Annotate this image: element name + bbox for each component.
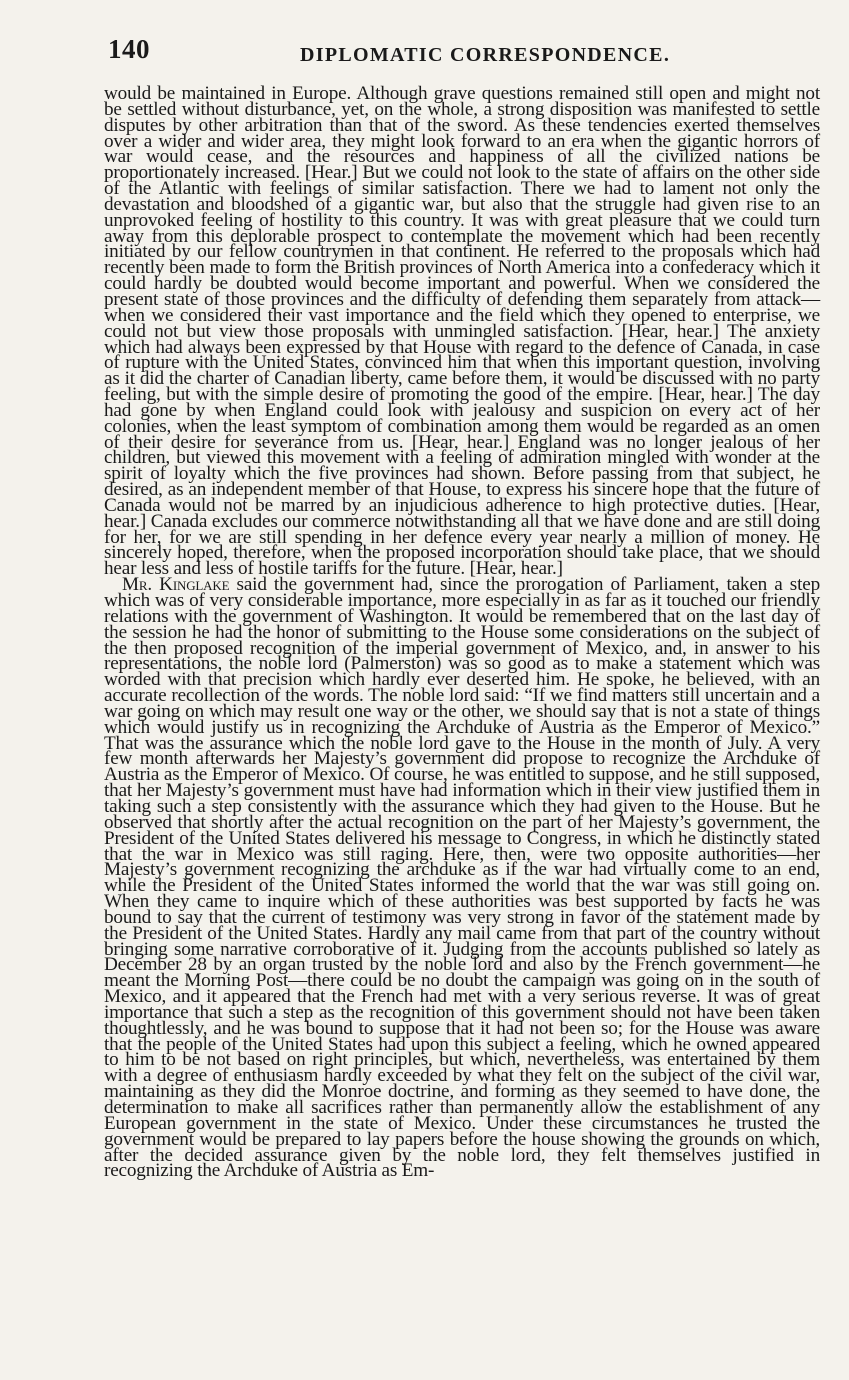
page-number: 140	[108, 34, 150, 64]
paragraph-kinglake	[104, 574, 820, 1182]
body-text	[104, 83, 820, 1182]
paragraph-kinglake-text: said the government had, since the prorogation of Parliament, taken a step which was of very considerable importance, more especially in as far as it touched our friendly relations with the government of Washington. It would be remembered that on the last day of the session he had the honor of submitting to the House some considerations on the subject of the then proposed recognition of the imperial government of Mexico, and, in answer to his representations, the noble lord (Palmerston) was so good as to make a statement which was worded with that precision which hardly ever deserted him. He spoke, he believed, with an accurate recollection of the words. The noble lord said: “If we find matters still uncertain and a war going on which may result one way or the other, we should say that is not a state of things which would justify us in recognizing the Archduke of Austria as the Emperor of Mexico.” That was the assurance which the noble lord gave to the House in the month of July. A very few month afterwards her Majesty’s government did propose to recognize the Archduke of Austria as the Emperor of Mexico. Of course, he was entitled to suppose, and he still supposed, that her Majesty’s government must have had information which in their view justified them in taking such a step consistently with the assurance which they had given to the House. But he observed that shortly after the actual recognition on the part of her Majesty’s government, the President of the United States delivered his message to Congress, in which he distinctly stated that the war in Mexico was still raging. Here, then, were two opposite authorities—her Majesty’s government recognizing the archduke as if the war had virtually come to an end, while the President of the United States informed the world that the war was still going on. When they came to inquire which of these authorities was best supported by facts he was bound to say that the current of testimony was very strong in favor of the statement made by the President of the United States. Hardly any mail came from that part of the country without bringing some narrative corroborative of it. Judging from the accounts published so lately as December 28 by an organ trusted by the noble lord and also by the French government—he meant the Morning Post—there could be no doubt the campaign was going on in the south of Mexico, and it appeared that the French had met with a very serious reverse. It was of great importance that such a step as the recognition of this government should not have been taken thoughtlessly, and he was bound to suppose that it had not been so; for the House was aware that the people of the United States had upon this subject a feeling, which he owned appeared to him to be not based on right principles, but which, nevertheless, was entertained by them with a degree of enthusiasm hardly exceeded by what they felt on the subject of the civil war, maintaining as they did the Monroe doctrine, and forming as they seemed to have done, the determination to make all sacrifices rather than permanently allow the establishment of any European government in the state of Mexico. Under these circumstances he trusted the government would be prepared to lay papers before the house showing the grounds on which, after the decided assurance given by the noble lord, they felt themselves justified in recognizing the Archduke of Austria as Em-	[104, 574, 820, 1182]
speaker-name: Mr. Kinglake	[122, 574, 230, 596]
running-title: DIPLOMATIC CORRESPONDENCE.	[300, 44, 671, 66]
paragraph-continuation: would be maintained in Europe. Although grave questions remained still open and might not be settled without disturbance, yet, on the whole, a strong disposition was manifested to settle disputes by other arbitration than that of the sword. As these tendencies exerted themselves over a wider and wider area, they might look forward to an era when the gigantic horrors of war would cease, and the resources and happiness of all the civilized nations be proportionately increased. [Hear.] But we could not look to the state of affairs on the other side of the Atlantic with feelings of similar satisfaction. There we had to lament not only the devastation and bloodshed of a gigantic war, but also that the struggle had given rise to an unprovoked feeling of hostility to this country. It was with great pleasure that we could turn away from this deplorable prospect to contemplate the movement which had been recently initiated by our fellow countrymen in that continent. He referred to the proposals which had recently been made to form the British provinces of North America into a confederacy which it could hardly be doubted would become important and powerful. When we considered the present state of those provinces and the difficulty of defending them separately from attack—when we considered their vast importance and the field which they opened to enterprise, we could not but view those proposals with unmingled satisfaction. [Hear, hear.] The anxiety which had always been expressed by that House with regard to the defence of Canada, in case of rupture with the United States, convinced him that when this important question, involving as it did the charter of Canadian liberty, came before them, it would be discussed with no party feeling, but with the simple desire of promoting the good of the empire. [Hear, hear.] The day had gone by when England could look with jealousy and suspicion on every act of her colonies, when the least symptom of combination among them would be regarded as an omen of their desire for severance from us. [Hear, hear.] England was no longer jealous of her children, but viewed this movement with a feeling of admiration mingled with wonder at the spirit of loyalty which the five provinces had shown. Before passing from that subject, he desired, as an independent member of that House, to express his sincere hope that the future of Canada would not be marred by an injudicious adherence to high protective duties. [Hear, hear.] Canada excludes our commerce notwithstanding all that we have done and are still doing for her, for we are still spending in her defence every year nearly a million of money. He sincerely hoped, therefore, when the proposed incorporation should take place, that we should hear less and less of hostile tariffs for the future. [Hear, hear.]	[104, 83, 820, 580]
